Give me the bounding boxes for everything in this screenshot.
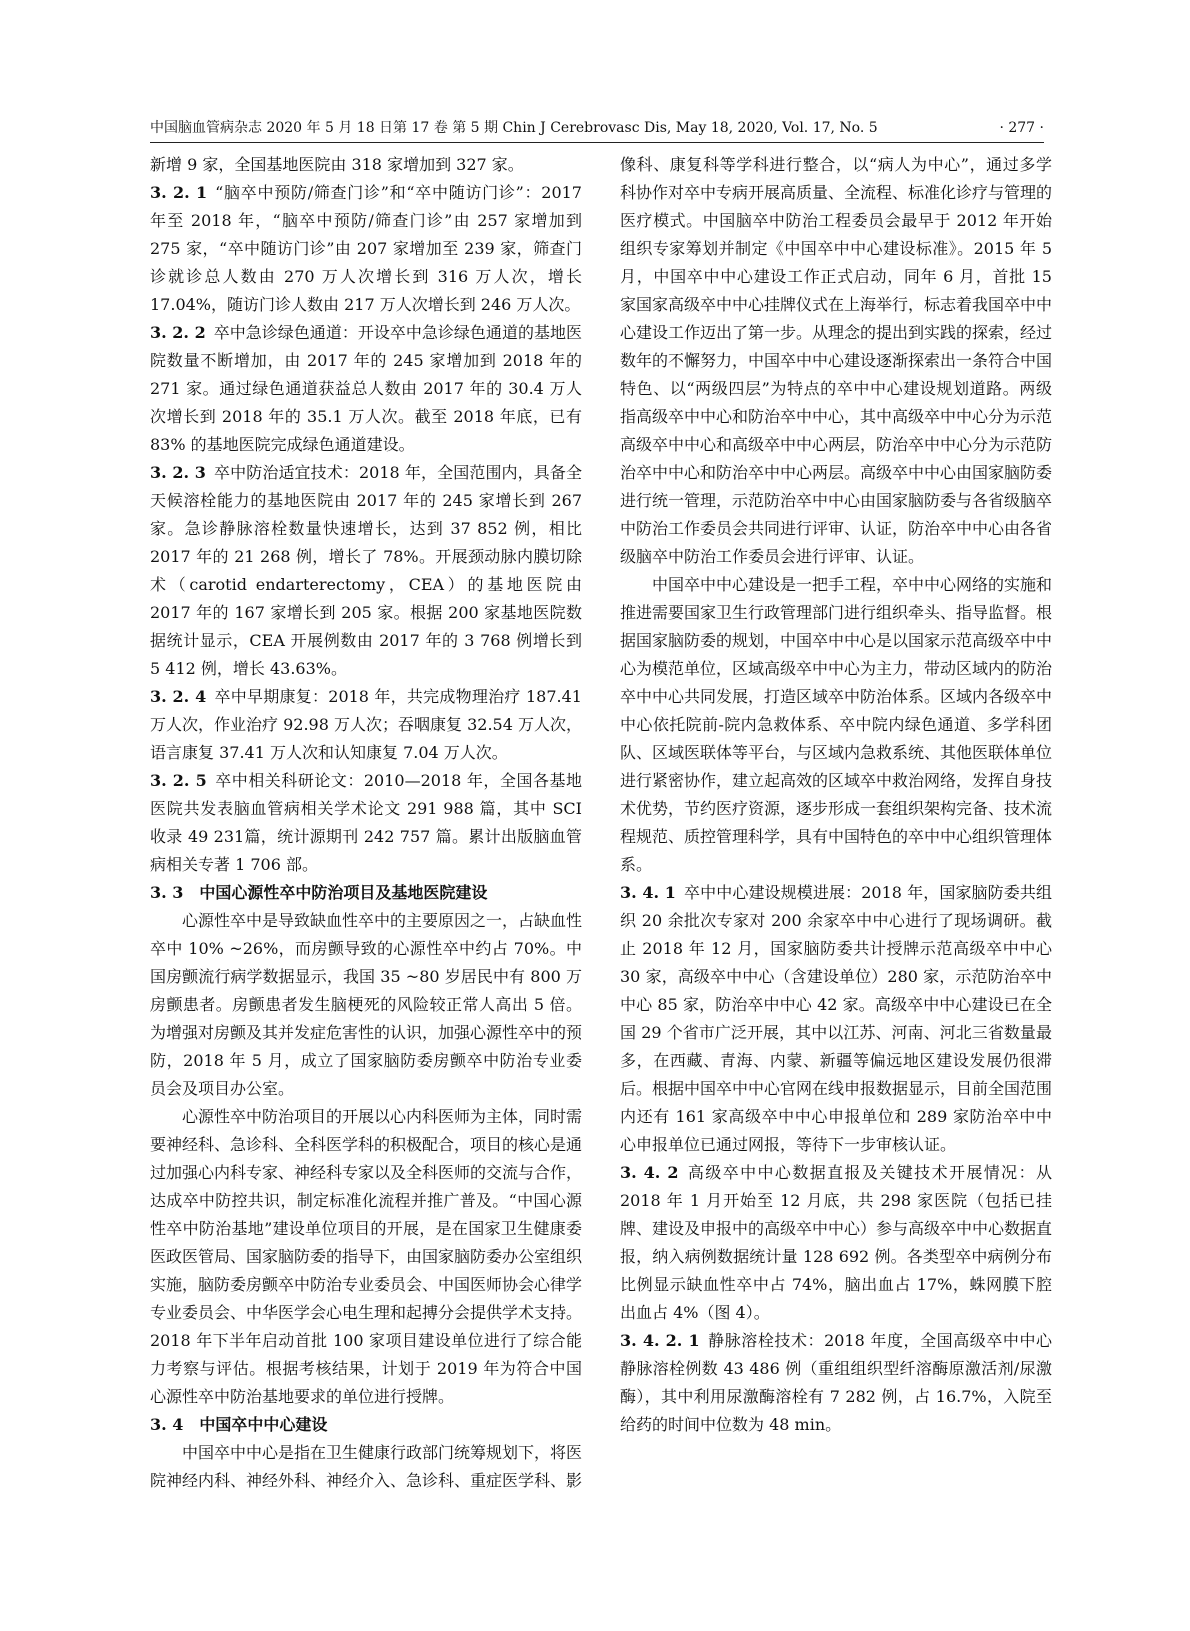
section-number: 3. 4. 2. 1 [620, 1331, 700, 1350]
paragraph-text: 卒中防治适宜技术：2018 年，全国范围内，具备全天候溶栓能力的基地医院由 2017 年的 245 家增长到 267 家。急诊静脉溶栓数量快速增长，达到 37 852 例，相比 2017 年的 21 268 例，增长了 78%。开展颈动脉内膜切除术（carotid endarterectomy，CEA）的基地医院由 2017 年的 167 家增长到 205 家。根据 200 家基地医院数据统计显示，CEA 开展例数由 2017 年的 3 768 例增长到 5 412 例，增长 43.63%。 [150, 463, 582, 678]
section-number: 3. 2. 4 [150, 687, 207, 706]
paragraph-text: 卒中急诊绿色通道：开设卒中急诊绿色通道的基地医院数量不断增加，由 2017 年的 245 家增加到 2018 年的 271 家。通过绿色通道获益总人数由 2017 年的 30.4 万人次增长到 2018 年的 35.1 万人次。截至 2018 年底，已有 83% 的基地医院完成绿色通道建设。 [150, 323, 582, 454]
paragraph [150, 767, 582, 879]
paragraph [620, 1159, 1052, 1327]
paragraph-text: 中国卒中中心是指在卫生健康行政部门统筹规划下，将医院神经内科、神经外科、神经介入、急诊科、重症医学科、影 [150, 1443, 583, 1490]
paragraph [620, 571, 1052, 879]
paragraph-text: 中国卒中中心建设是一把手工程，卒中中心网络的实施和推进需要国家卫生行政管理部门进行组织牵头、指导监督。根据国家脑防委的规划，中国卒中中心是以国家示范高级卒中中心为模范单位，区域高级卒中中心为主力，带动区域内的防治卒中中心共同发展，打造区域卒中防治体系。区域内各级卒中中心依托院前-院内急救体系、卒中院内绿色通道、多学科团队、区域医联体等平台，与区域内急救系统、其他医联体单位进行紧密协作，建立起高效的区域卒中救治网络，发挥自身技术优势，节约医疗资源，逐步形成一套组织架构完备、技术流程规范、质控管理科学，具有中国特色的卒中中心组织管理体系。 [620, 575, 1053, 874]
paragraph-text: 静脉溶栓技术：2018 年度，全国高级卒中中心静脉溶栓例数 43 486 例（重组组织型纤溶酶原激活剂/尿激酶），其中利用尿激酶溶栓有 7 282 例，占 16.7%，入院至给药的时间中位数为 48 min。 [620, 1331, 1052, 1434]
paragraph-text: 新增 9 家，全国基地医院由 318 家增加到 327 家。 [150, 155, 524, 174]
section-number: 3. 3 [150, 883, 184, 902]
paragraph-text: “脑卒中预防/筛查门诊”和“卒中随访门诊”：2017 年至 2018 年，“脑卒中预防/筛查门诊”由 257 家增加到 275 家，“卒中随访门诊”由 207 家增加至 239 家，筛查门诊就诊总人数由 270 万人次增长到 316 万人次，增长 17.04%，随访门诊人数由 217 万人次增长到 246 万人次。 [150, 183, 582, 314]
section-heading [150, 1411, 582, 1439]
section-number: 3. 4 [150, 1415, 184, 1434]
section-number: 3. 2. 3 [150, 463, 206, 482]
paragraph-text: 卒中早期康复：2018 年，共完成物理治疗 187.41 万人次，作业治疗 92.98 万人次；吞咽康复 32.54 万人次，语言康复 37.41 万人次和认知康复 7.04 万人次。 [150, 687, 582, 762]
paragraph-text: 心源性卒中防治项目的开展以心内科医师为主体，同时需要神经科、急诊科、全科医学科的积极配合，项目的核心是通过加强心内科专家、神经科专家以及全科医师的交流与合作，达成卒中防控共识，制定标准化流程并推广普及。“中国心源性卒中防治基地”建设单位项目的开展，是在国家卫生健康委医政医管局、国家脑防委的指导下，由国家脑防委办公室组织实施，脑防委房颤卒中防治专业委员会、中国医师协会心律学专业委员会、中华医学会心电生理和起搏分会提供学术支持。2018 年下半年启动首批 100 家项目建设单位进行了综合能力考察与评估。根据考核结果，计划于 2019 年为符合中国心源性卒中防治基地要求的单位进行授牌。 [150, 1107, 583, 1406]
paragraph-text: 中国心源性卒中防治项目及基地医院建设 [199, 883, 488, 902]
paragraph [150, 179, 582, 319]
paragraph [620, 879, 1052, 1159]
paragraph [150, 1103, 582, 1411]
section-number: 3. 2. 1 [150, 183, 208, 202]
paragraph [150, 459, 582, 683]
page-number: · 277 · [999, 120, 1044, 136]
running-header [150, 118, 1044, 138]
header-rule [150, 142, 1044, 143]
left-column [150, 151, 582, 1495]
paragraph [150, 151, 582, 179]
paragraph-text: 卒中相关科研论文：2010—2018 年，全国各基地医院共发表脑血管病相关学术论文 291 988 篇，其中 SCI 收录 49 231篇，统计源期刊 242 757 篇。累计出版脑血管病相关专著 1 706 部。 [150, 771, 582, 874]
section-number: 3. 4. 2 [620, 1163, 679, 1182]
section-number: 3. 2. 2 [150, 323, 206, 342]
right-column [620, 151, 1052, 1439]
paragraph [150, 1439, 582, 1495]
paragraph [620, 151, 1052, 571]
paragraph [150, 319, 582, 459]
paragraph-text: 心源性卒中是导致缺血性卒中的主要原因之一，占缺血性卒中 10% ~26%，而房颤导致的心源性卒中约占 70%。中国房颤流行病学数据显示，我国 35 ~80 岁居民中有 800 万房颤患者。房颤患者发生脑梗死的风险较正常人高出 5 倍。为增强对房颤及其并发症危害性的认识，加强心源性卒中的预防，2018 年 5 月，成立了国家脑防委房颤卒中防治专业委员会及项目办公室。 [150, 911, 583, 1098]
paragraph [150, 907, 582, 1103]
paragraph-text: 高级卒中中心数据直报及关键技术开展情况：从 2018 年 1 月开始至 12 月底，共 298 家医院（包括已挂牌、建设及申报中的高级卒中中心）参与高级卒中中心数据直报，纳入病例数据统计量 128 692 例。各类型卒中病例分布比例显示缺血性卒中占 74%，脑出血占 17%，蛛网膜下腔出血占 4%（图 4）。 [620, 1163, 1053, 1322]
section-heading [150, 879, 582, 907]
paragraph [620, 1327, 1052, 1439]
paragraph-text: 中国卒中中心建设 [199, 1415, 328, 1434]
paragraph-text: 卒中中心建设规模进展：2018 年，国家脑防委共组织 20 余批次专家对 200 余家卒中中心进行了现场调研。截止 2018 年 12 月，国家脑防委共计授牌示范高级卒中中心 30 家，高级卒中中心（含建设单位）280 家，示范防治卒中中心 85 家，防治卒中中心 42 家。高级卒中中心建设已在全国 29 个省市广泛开展，其中以江苏、河南、河北三省数量最多，在西藏、青海、内蒙、新疆等偏远地区建设发展仍很滞后。根据中国卒中中心官网在线申报数据显示，目前全国范围内还有 161 家高级卒中中心申报单位和 289 家防治卒中中心申报单位已通过网报，等待下一步审核认证。 [620, 883, 1053, 1154]
journal-citation: 中国脑血管病杂志 2020 年 5 月 18 日第 17 卷 第 5 期 Chin J Cerebrovasc Dis, May 18, 2020, Vol. 17, No. 5 [150, 120, 878, 136]
paragraph [150, 683, 582, 767]
section-number: 3. 2. 5 [150, 771, 207, 790]
paragraph-text: 像科、康复科等学科进行整合，以“病人为中心”，通过多学科协作对卒中专病开展高质量、全流程、标准化诊疗与管理的医疗模式。中国脑卒中防治工程委员会最早于 2012 年开始组织专家筹划并制定《中国卒中中心建设标准》。2015 年 5 月，中国卒中中心建设工作正式启动，同年 6 月，首批 15 家国家高级卒中中心挂牌仪式在上海举行，标志着我国卒中中心建设工作迈出了第一步。从理念的提出到实践的探索，经过数年的不懈努力，中国卒中中心建设逐渐探索出一条符合中国特色、以“两级四层”为特点的卒中中心建设规划道路。两级指高级卒中中心和防治卒中中心，其中高级卒中中心分为示范高级卒中中心和高级卒中中心两层，防治卒中中心分为示范防治卒中中心和防治卒中中心两层。高级卒中中心由国家脑防委进行统一管理，示范防治卒中中心由国家脑防委与各省级脑卒中防治工作委员会共同进行评审、认证，防治卒中中心由各省级脑卒中防治工作委员会进行评审、认证。 [620, 155, 1053, 566]
section-number: 3. 4. 1 [620, 883, 676, 902]
